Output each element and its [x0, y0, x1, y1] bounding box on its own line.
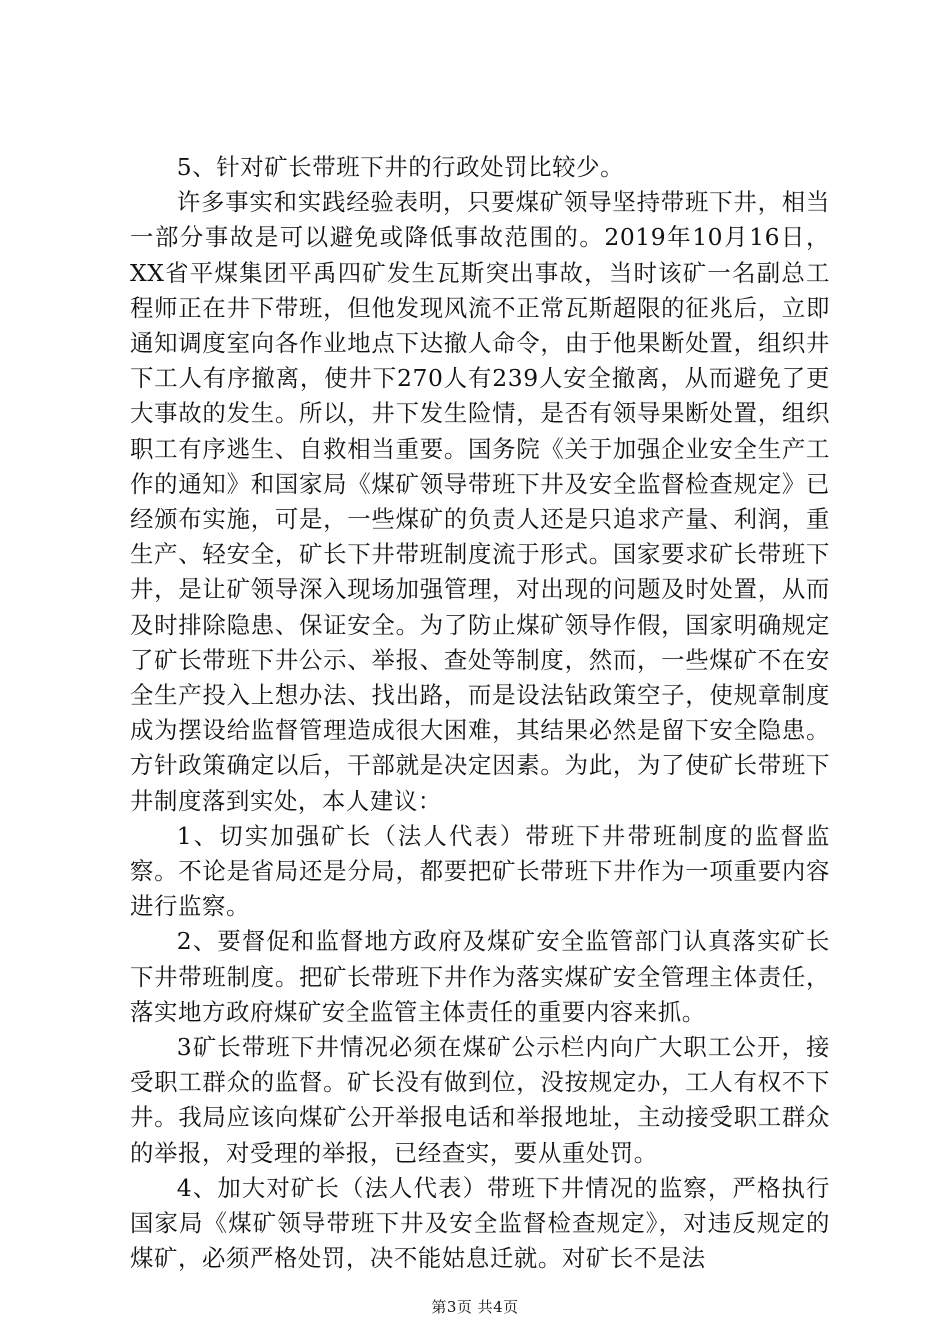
paragraph-suggestion-3: 3矿长带班下井情况必须在煤矿公示栏内向广大职工公开，接受职工群众的监督。矿长没有做到位，没按规定办，工人有权不下井。我局应该向煤矿公开举报电话和举报地址，主动接受职工群众的举报，对受理的举报，已经查实，要从重处罚。 — [130, 1033, 830, 1167]
paragraph-penalty-note: 5、针对矿长带班下井的行政处罚比较少。 — [176, 153, 625, 181]
document-body — [130, 150, 830, 1277]
paragraph-suggestion-1: 1、切实加强矿长（法人代表）带班下井带班制度的监督监察。不论是省局还是分局，都要把矿长带班下井作为一项重要内容进行监察。 — [130, 821, 830, 921]
page-footer: 第3页 共4页 — [431, 1298, 519, 1316]
paragraph-suggestion-4: 4、加大对矿长（法人代表）带班下井情况的监察，严格执行国家局《煤矿领导带班下井及安全监督检查规定》，对违反规定的煤矿，必须严格处罚，决不能姑息迁就。对矿长不是法 — [130, 1173, 830, 1273]
paragraph-main-argument: 许多事实和实践经验表明，只要煤矿领导坚持带班下井，相当一部分事故是可以避免或降低事故范围的。2019年10月16日，XX省平煤集团平禹四矿发生瓦斯突出事故，当时该矿一名副总工程师正在井下带班，但他发现风流不正常瓦斯超限的征兆后，立即通知调度室向各作业地点下达撤人命令，由于他果断处置，组织井下工人有序撤离，使井下270人有239人安全撤离，从而避免了更大事故的发生。所以，井下发生险情，是否有领导果断处置，组织职工有序逃生、自救相当重要。国务院《关于加强企业安全生产工作的通知》和国家局《煤矿领导带班下井及安全监督检查规定》已经颁布实施，可是，一些煤矿的负责人还是只追求产量、利润，重生产、轻安全，矿长下井带班制度流于形式。国家要求矿长带班下井，是让矿领导深入现场加强管理，对出现的问题及时处置，从而及时排除隐患、保证安全。为了防止煤矿领导作假，国家明确规定了矿长带班下井公示、举报、查处等制度，然而，一些煤矿不在安全生产投入上想办法、找出路，而是设法钻政策空子，使规章制度成为摆设给监督管理造成很大困难，其结果必然是留下安全隐患。方针政策确定以后，干部就是决定因素。为此，为了使矿长带班下井制度落到实处，本人建议： — [130, 188, 830, 815]
paragraph-suggestion-2: 2、要督促和监督地方政府及煤矿安全监管部门认真落实矿长下井带班制度。把矿长带班下井作为落实煤矿安全管理主体责任，落实地方政府煤矿安全监管主体责任的重要内容来抓。 — [130, 927, 830, 1026]
